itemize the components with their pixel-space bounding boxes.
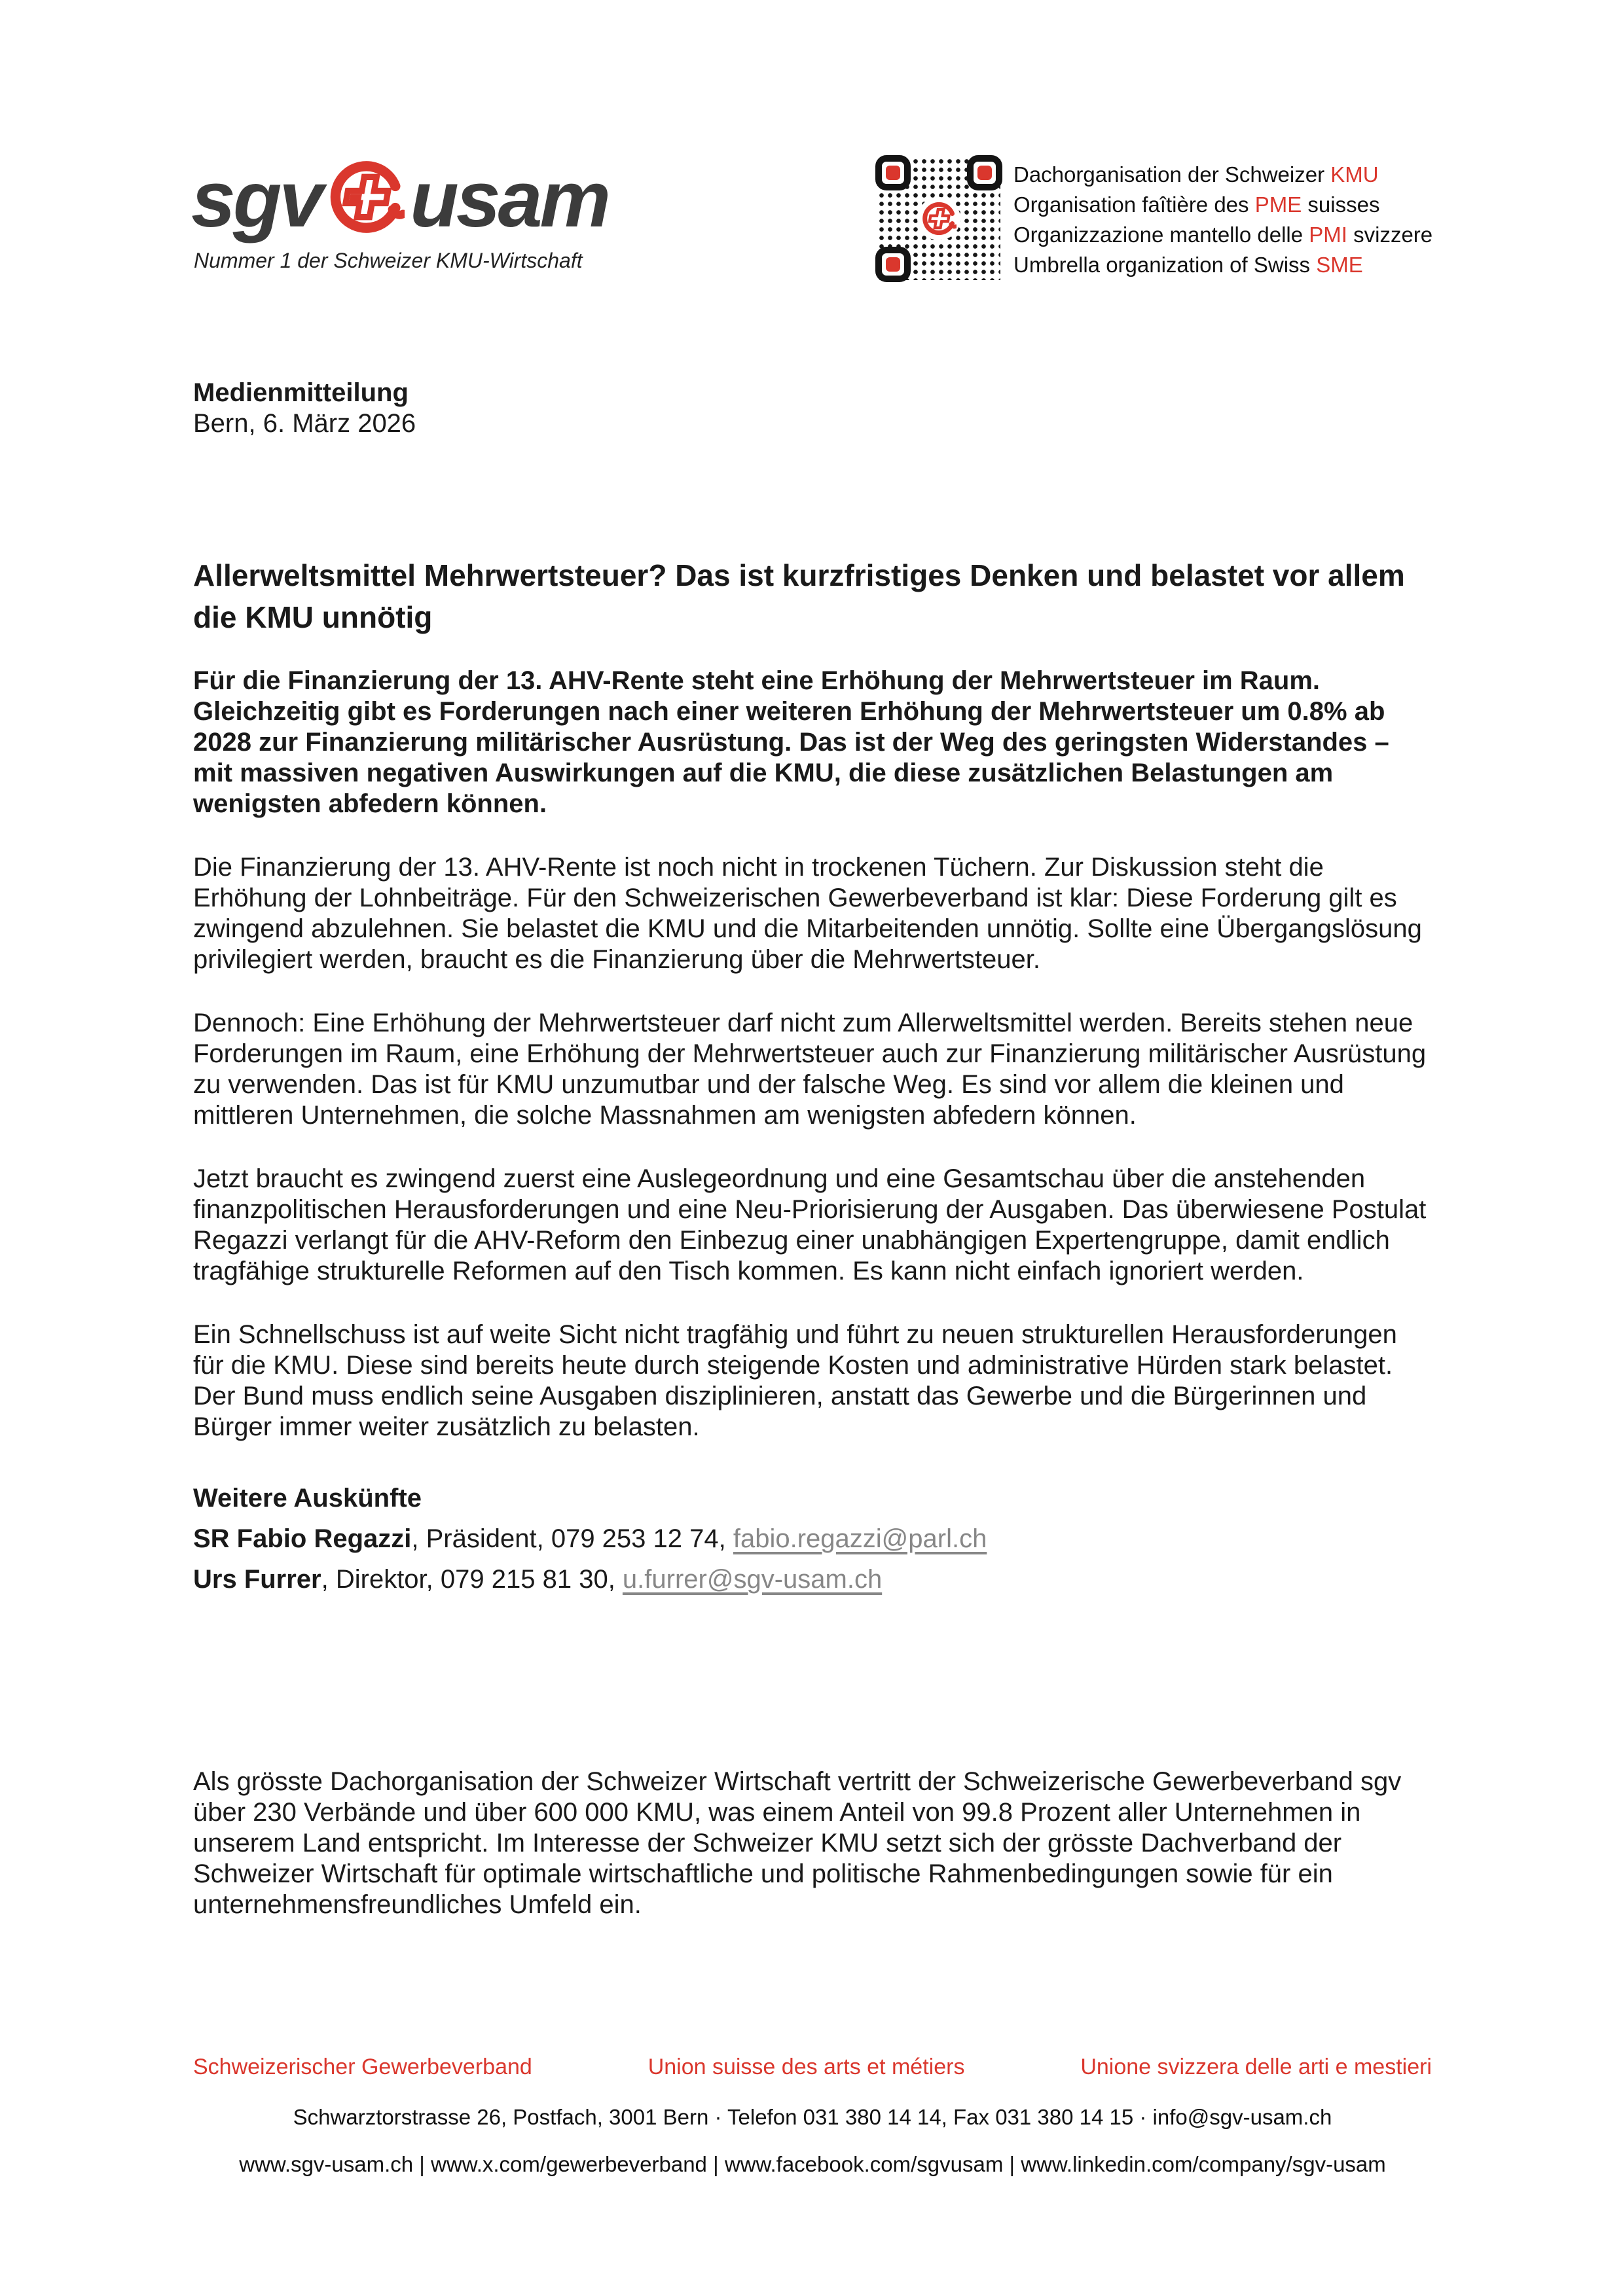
org-description-text: suisses: [1302, 192, 1380, 217]
footer-org-names: [193, 2054, 1432, 2080]
contact-details: , Präsident, 079 253 12 74,: [411, 1524, 733, 1553]
page-footer: [193, 2054, 1432, 2177]
document-type-label: Medienmitteilung: [193, 378, 409, 407]
qr-code: [875, 155, 1002, 282]
org-description-en: [1013, 250, 1432, 280]
org-description-fr: [1013, 190, 1432, 220]
headline: Allerweltsmittel Mehrwertsteuer? Das ist kurzfristiges Denken und belastet vor allem die KMU unnötig: [193, 558, 1405, 634]
org-description-accent: PMI: [1309, 223, 1347, 247]
contact-name: Urs Furrer: [193, 1565, 321, 1594]
org-description-accent: SME: [1316, 253, 1363, 277]
logo-text-sgv: sgv: [191, 154, 321, 243]
org-description-accent: KMU: [1330, 162, 1379, 187]
qr-finder-top-left: [875, 155, 911, 190]
contact-email-link[interactable]: u.furrer@sgv-usam.ch: [622, 1565, 883, 1594]
org-description-text: Organizzazione mantello delle: [1013, 223, 1309, 247]
contact-line: [193, 1564, 1432, 1595]
contact-email-link[interactable]: fabio.regazzi@parl.ch: [733, 1524, 987, 1553]
footer-org-it: Unione svizzera delle arti e mestieri: [1080, 2054, 1432, 2079]
contact-details: , Direktor, 079 215 81 30,: [321, 1565, 623, 1594]
footer-address: Schwarztorstrasse 26, Postfach, 3001 Bern · Telefon 031 380 14 14, Fax 031 380 14 15 · info@sgv-usam.ch: [293, 2105, 1332, 2129]
dateline: Bern, 6. März 2026: [193, 409, 416, 438]
contact-name: SR Fabio Regazzi: [193, 1524, 412, 1553]
body-paragraph: Die Finanzierung der 13. AHV-Rente ist noch nicht in trockenen Tüchern. Zur Diskussion steht die Erhöhung der Lohnbeiträge. Für den Schweizerischen Gewerbeverband ist klar: Diese Forderung gilt es zwingend abzulehnen. Sie belastet die KMU und die Mitarbeitenden unnötig. Sollte eine Übergangslösung privilegiert werden, braucht es die Finanzierung über die Mehrwertsteuer.: [193, 853, 1422, 974]
contacts-heading: Weitere Auskünfte: [193, 1484, 422, 1513]
qr-center-logo: [917, 197, 960, 240]
org-description-accent: PME: [1254, 192, 1302, 217]
about-organization-paragraph: Als grösste Dachorganisation der Schweizer Wirtschaft vertritt der Schweizerische Gewerbeverband sgv über 230 Verbände und über 600 000 KMU, was einem Anteil von 99.8 Prozent aller Unternehmen in unserem Land entspricht. Im Interesse der Schweizer KMU setzt sich der grösste Dachverband der Schweizer Wirtschaft für optimale wirtschaftliche und politische Rahmenbedingungen sowie für ein unternehmensfreundliches Umfeld ein.: [193, 1767, 1402, 1919]
footer-web-links: www.sgv-usam.ch | www.x.com/gewerbeverband | www.facebook.com/sgvusam | www.linkedin.com/company/sgv-usam: [239, 2152, 1386, 2176]
contact-line: [193, 1524, 1432, 1554]
swiss-cross-at-icon: [327, 158, 405, 236]
footer-org-de: Schweizerischer Gewerbeverband: [193, 2054, 532, 2079]
press-release-body: [193, 378, 1432, 1920]
org-description-de: [1013, 160, 1432, 190]
body-paragraph: Dennoch: Eine Erhöhung der Mehrwertsteuer darf nicht zum Allerweltsmittel werden. Bereits stehen neue Forderungen im Raum, eine Erhöhung der Mehrwertsteuer auch zur Finanzierung militärischer Ausrüstung zu verwenden. Das ist für KMU unzumutbar und der falsche Weg. Es sind vor allem die kleinen und mittleren Unternehmen, die solche Massnahmen am wenigsten abfedern können.: [193, 1009, 1427, 1130]
logo-text-usam: usam: [410, 154, 608, 243]
lead-paragraph: Für die Finanzierung der 13. AHV-Rente steht eine Erhöhung der Mehrwertsteuer im Raum. Gleichzeitig gibt es Forderungen nach einer weiteren Erhöhung der Mehrwertsteuer um 0.8% ab 2028 zur Finanzierung militärischer Ausrüstung. Das ist der Weg des geringsten Widerstandes – mit massiven negativen Auswirkungen auf die KMU, die diese zusätzlichen Belastungen am wenigsten abfedern können.: [193, 666, 1389, 818]
org-description-text: svizzere: [1347, 223, 1433, 247]
footer-org-fr: Union suisse des arts et métiers: [647, 2054, 965, 2079]
org-description-it: [1013, 220, 1432, 250]
body-paragraph: Ein Schnellschuss ist auf weite Sicht nicht tragfähig und führt zu neuen strukturellen Herausforderungen für die KMU. Diese sind bereits heute durch steigende Kosten und administrative Hürden stark belastet. Der Bund muss endlich seine Ausgaben disziplinieren, anstatt das Gewerbe und die Bürgerinnen und Bürger immer weiter zusätzlich zu belasten.: [193, 1320, 1397, 1441]
org-description-text: Organisation faîtière des: [1013, 192, 1255, 217]
qr-finder-top-right: [967, 155, 1002, 190]
body-paragraph: Jetzt braucht es zwingend zuerst eine Auslegeordnung und eine Gesamtschau über die anstehenden finanzpolitischen Herausforderungen und eine Neu-Priorisierung der Ausgaben. Das überwiesene Postulat Regazzi verlangt für die AHV-Reform den Einbezug einer unabhängigen Expertengruppe, damit endlich tragfähige strukturelle Reformen auf den Tisch kommen. Es kann nicht einfach ignoriert werden.: [193, 1164, 1427, 1285]
qr-finder-bottom-left: [875, 247, 911, 282]
sgv-usam-logo: [191, 154, 608, 273]
org-description-text: Umbrella organization of Swiss: [1013, 253, 1317, 277]
org-descriptions: [1013, 160, 1432, 280]
org-description-text: Dachorganisation der Schweizer: [1013, 162, 1331, 187]
swiss-cross-at-icon: [921, 201, 957, 236]
logo-wordmark: [191, 154, 608, 243]
logo-tagline: Nummer 1 der Schweizer KMU-Wirtschaft: [194, 249, 583, 272]
